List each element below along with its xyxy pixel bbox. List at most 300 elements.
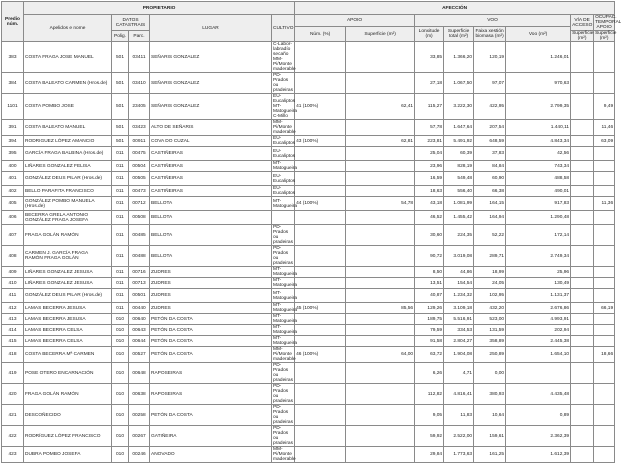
cell-via-acceso [571, 347, 594, 363]
cell-via-acceso [571, 447, 594, 463]
cell-apoio-num: 44 (100%) [295, 197, 346, 211]
cell-apoio-num [295, 73, 346, 94]
cell-cultivo: MT-Matogueira [273, 267, 297, 277]
cell-via-acceso [571, 94, 594, 120]
cell-faixa: 207,54 [474, 120, 506, 136]
cell-superficie-total: 154,54 [444, 278, 474, 289]
cell-ocupac [594, 278, 615, 289]
cell-cultivo: EU-Eucaliptos [273, 148, 296, 159]
cell-apoio-superficie [346, 73, 415, 94]
cell-voo: 743,34 [506, 161, 571, 172]
cell-faixa: 52,22 [474, 225, 506, 246]
cell-apoio-superficie: 64,00 [346, 347, 415, 363]
cell-apoio-superficie [346, 267, 415, 278]
cell-via-acceso [571, 405, 594, 426]
cell-cultivo: MM-Pi/Monte maderable [273, 347, 296, 362]
cell-via-acceso [571, 211, 594, 225]
cell-parc: 00505 [129, 172, 150, 186]
apoio-group-header: APOIO [295, 15, 415, 27]
cell-nome: POSE OTERO ENCARNACIÓN [24, 363, 112, 384]
cell-faixa: 523,00 [474, 314, 506, 325]
cell-voo: 0,89 [506, 405, 571, 426]
cell-ocupac [594, 42, 615, 73]
cell-apoio-superficie [346, 172, 415, 186]
cell-polig: 011 [112, 278, 129, 289]
cell-lugar: ALTO DE SEÑARIS [150, 120, 272, 136]
cell-lugar: RAPOSEIRAS [150, 363, 272, 384]
cell-lonxitude: 30,60 [415, 225, 444, 246]
cell-apoio-num [295, 336, 346, 347]
cell-superficie-total: 1.647,64 [444, 120, 474, 136]
cell-lugar: RAPOSEIRAS [150, 384, 272, 405]
cell-via-acceso [571, 246, 594, 267]
cell-via-acceso [571, 136, 594, 147]
cell-ocupac [594, 447, 615, 463]
cell-via-acceso [571, 325, 594, 336]
col-ocupac-superficie: Superficie (m²) [595, 31, 617, 41]
cell-voo: 1.654,10 [506, 347, 571, 363]
cell-ocupac: 66,19 [594, 303, 615, 314]
cell-voo: 2.362,39 [506, 426, 571, 447]
cell-polig: 011 [112, 211, 129, 225]
cell-via-acceso [571, 147, 594, 161]
cell-cultivo: PD-Prados ou pradeiras [273, 246, 293, 266]
col-apoio-num: Núm. (%) [295, 27, 346, 42]
cell-polig: 010 [112, 325, 129, 336]
cell-cultivo: MT-Matogueira [273, 278, 297, 288]
cell-lugar: BELLOTA [150, 246, 272, 267]
cell-faixa: 164,94 [474, 211, 506, 225]
cell-superficie-total: 4,71 [444, 363, 474, 384]
cell-via-acceso [571, 172, 594, 186]
cell-cultivo: EU-Eucaliptos [273, 136, 296, 146]
col-datos-catastrais: DATOS CATASTRAIS [112, 15, 150, 31]
cell-apoio-num: 46 (100%) [295, 347, 346, 363]
cell-apoio-num [295, 289, 346, 303]
cell-voo: 917,83 [506, 197, 571, 211]
cell-apoio-num [295, 384, 346, 405]
cell-superficie-total: 2.804,27 [444, 336, 474, 347]
cell-via-acceso [571, 278, 594, 289]
cell-polig: 501 [112, 73, 129, 94]
cell-lugar: ANOVADO [150, 447, 272, 463]
cell-predio: 420 [2, 384, 24, 405]
cell-apoio-superficie [346, 363, 415, 384]
cell-voo: 488,58 [506, 172, 571, 186]
cell-predio: 395 [2, 147, 24, 161]
cell-apoio-superficie [346, 426, 415, 447]
cell-lonxitude: 91,58 [415, 336, 444, 347]
cell-nome: LIÑARES GONZALEZ JESUSA [24, 278, 112, 289]
cell-predio: 409 [2, 267, 24, 278]
propietario-group-header: PROPIETARIO [24, 2, 295, 15]
table-row [2, 278, 615, 289]
cell-apoio-num [295, 246, 346, 267]
cell-apoio-num [295, 172, 346, 186]
cell-apoio-superficie [346, 325, 415, 336]
table-row [2, 426, 615, 447]
cell-nome: COSTA BALEATO MANUEL [24, 120, 112, 136]
cell-lugar: PETÓN DA COSTA [150, 347, 272, 363]
cell-lonxitude: 115,27 [415, 94, 444, 120]
cell-lonxitude: 189,75 [415, 314, 444, 325]
cell-parc: 00485 [129, 225, 150, 246]
cell-polig: 011 [112, 172, 129, 186]
cell-lugar: ZUDRES [150, 303, 272, 314]
cell-superficie-total: 4.816,41 [444, 384, 474, 405]
cell-ocupac: 11,46 [594, 120, 615, 136]
cell-lugar: SEÑARIS GONZALEZ [150, 42, 272, 73]
cell-apoio-superficie [346, 225, 415, 246]
cell-nome: BELLO PARAFITA FRANCISCO [24, 186, 112, 197]
cell-lonxitude: 129,26 [415, 303, 444, 314]
cell-parc: 03410 [129, 73, 150, 94]
cell-lonxitude: 13,51 [415, 278, 444, 289]
cell-cultivo [272, 211, 295, 225]
cell-faixa: 120,19 [474, 42, 506, 73]
table-row [2, 172, 615, 186]
cell-polig: 501 [112, 120, 129, 136]
cell-polig: 011 [112, 289, 129, 303]
cell-nome: RODRÍGUEZ LÓPEZ FRANCISCO [24, 426, 112, 447]
cell-nome: GONZÁLEZ DEUS PILAR (Hros.de) [24, 289, 112, 303]
cell-lonxitude: 63,72 [415, 347, 444, 363]
cell-voo: 970,63 [506, 73, 571, 94]
cell-parc: 00644 [129, 336, 150, 347]
cell-voo: 490,01 [506, 186, 571, 197]
cell-via-acceso [571, 42, 594, 73]
cell-predio: 1101 [2, 94, 24, 120]
cell-predio: 422 [2, 426, 24, 447]
table-row [2, 225, 615, 246]
cell-ocupac: 63,09 [594, 136, 615, 147]
cell-polig: 010 [112, 447, 129, 463]
cell-parc: 03411 [129, 42, 150, 73]
cell-parc: 00527 [129, 347, 150, 363]
cell-parc: 00713 [129, 278, 150, 289]
cell-faixa: 37,83 [474, 147, 506, 161]
cell-ocupac [594, 363, 615, 384]
cell-polig: 010 [112, 363, 129, 384]
cell-lugar: PETÓN DA COSTA [150, 405, 272, 426]
cell-apoio-superficie: 62,41 [346, 94, 415, 120]
cell-apoio-superficie [346, 447, 415, 463]
cell-apoio-superficie [346, 246, 415, 267]
cell-voo: 172,14 [506, 225, 571, 246]
cell-voo: 42,56 [506, 147, 571, 161]
cell-predio: 391 [2, 120, 24, 136]
table-row [2, 147, 615, 161]
cell-parc: 00712 [129, 197, 150, 211]
cell-apoio-num [295, 42, 346, 73]
cell-polig: 011 [112, 225, 129, 246]
cell-lugar: CASTIÑEIRAS [150, 161, 272, 172]
cell-apoio-superficie [346, 384, 415, 405]
cell-apoio-superficie [346, 405, 415, 426]
cell-apoio-superficie [346, 314, 415, 325]
table-row [2, 336, 615, 347]
afeccion-group-header: AFECCIÓN [295, 2, 615, 15]
cell-superficie-total: 556,40 [444, 186, 474, 197]
cell-cultivo: MT-Matogueira [273, 161, 297, 171]
col-via-superficie: Superficie (m²) [572, 31, 594, 41]
cell-voo: 4.843,34 [506, 136, 571, 147]
cell-apoio-superficie [346, 289, 415, 303]
cell-predio: 412 [2, 303, 24, 314]
cell-cultivo: PD-Prados ou pradeiras [273, 73, 293, 93]
table-row [2, 447, 615, 463]
cell-faixa: 250,89 [474, 347, 506, 363]
cell-parc: 00475 [129, 147, 150, 161]
cell-nome: COSTA FRAGA JOSE MANUEL [24, 42, 112, 73]
cell-polig: 011 [112, 197, 129, 211]
cell-apoio-num [295, 426, 346, 447]
cell-voo: 25,96 [506, 267, 571, 278]
cell-superficie-total: 1.904,08 [444, 347, 474, 363]
cell-lonxitude: 59,92 [415, 426, 444, 447]
cell-ocupac [594, 73, 615, 94]
cell-nome: LIÑARES GONZALEZ FELISA [24, 161, 112, 172]
cell-ocupac [594, 289, 615, 303]
col-polig: Polig. [112, 31, 129, 42]
cell-polig: 010 [112, 426, 129, 447]
cell-faixa: 380,93 [474, 384, 506, 405]
cell-apoio-superficie: 85,56 [346, 303, 415, 314]
cell-via-acceso [571, 426, 594, 447]
cell-lonxitude: 8,50 [415, 267, 444, 278]
cell-apoio-num [295, 363, 346, 384]
cell-nome: LAMAS BECERRA CELSA [24, 336, 112, 347]
cell-parc: 00640 [129, 314, 150, 325]
cell-predio: 407 [2, 225, 24, 246]
col-apellidos: Apelidos e nome [24, 15, 112, 42]
cell-ocupac [594, 161, 615, 172]
cell-lugar: SEÑARIS GONZALEZ [150, 73, 272, 94]
table-row [2, 289, 615, 303]
cell-predio: 423 [2, 447, 24, 463]
cell-apoio-superficie [346, 42, 415, 73]
cell-superficie-total: 60,39 [444, 147, 474, 161]
col-superficie-total: Superficie total (m²) [444, 27, 474, 42]
cell-polig: 010 [112, 405, 129, 426]
table-row [2, 347, 615, 363]
cell-ocupac [594, 267, 615, 278]
cell-apoio-num [295, 225, 346, 246]
cell-nome: COSTA BECERRA Mª CARMEN [24, 347, 112, 363]
cell-lugar: BELLOTA [150, 197, 272, 211]
cell-lonxitude: 112,82 [415, 384, 444, 405]
cell-apoio-num [295, 186, 346, 197]
cell-superficie-total: 1.366,20 [444, 42, 474, 73]
cell-apoio-superficie [346, 211, 415, 225]
cell-lonxitude: 23,96 [415, 161, 444, 172]
cell-predio: 414 [2, 325, 24, 336]
col-cultivo: CULTIVO [272, 15, 295, 42]
cell-voo: 2.749,34 [506, 246, 571, 267]
cell-cultivo: MT-Matogueira [273, 198, 297, 209]
cell-faixa: 84,84 [474, 161, 506, 172]
table-row [2, 42, 615, 73]
cell-via-acceso [571, 161, 594, 172]
cell-via-acceso [571, 186, 594, 197]
cell-lonxitude: 18,63 [415, 186, 444, 197]
ocupac-header: OCUPAC. TEMPORAL APOIO [595, 15, 621, 30]
cell-ocupac [594, 211, 615, 225]
cell-voo: 1.612,39 [506, 447, 571, 463]
cell-cultivo: MM-Pi/Monte maderable [273, 447, 296, 462]
cell-polig: 011 [112, 186, 129, 197]
cell-cultivo: EU-Eucaliptos [273, 173, 296, 184]
table-header [2, 2, 621, 42]
cell-voo: 1.440,11 [506, 120, 571, 136]
cell-predio: 418 [2, 347, 24, 363]
cell-parc: 23405 [129, 94, 150, 120]
table-row [2, 73, 615, 94]
cell-cultivo: PD-Prados ou pradeiras [273, 405, 293, 425]
cell-nome: GONZÁLEZ DEUS PILAR (Hros.de) [24, 172, 112, 186]
cell-lonxitude: 223,81 [415, 136, 444, 147]
cell-nome: LIÑARES GONZALEZ JESUSA [24, 267, 112, 278]
cell-faixa: 60,90 [474, 172, 506, 186]
cell-ocupac [594, 225, 615, 246]
cell-ocupac [594, 384, 615, 405]
table-row [2, 405, 615, 426]
cell-cultivo: PD-Prados ou pradeiras [273, 384, 293, 404]
col-lonxitude: Lonxitude (m) [415, 27, 444, 42]
cell-predio: 408 [2, 246, 24, 267]
cell-apoio-num [295, 267, 346, 278]
cell-faixa: 164,15 [474, 197, 506, 211]
col-predio: Predio núm. [2, 2, 24, 42]
cell-apoio-num [295, 447, 346, 463]
cell-nome: FRAGA GOLÁN RAMÓN [24, 384, 112, 405]
cell-cultivo: PD-Prados ou pradeiras [273, 363, 293, 383]
table-row [2, 314, 615, 325]
cell-parc: 00504 [129, 161, 150, 172]
cell-ocupac [594, 314, 615, 325]
table-row [2, 94, 615, 120]
cell-predio: 419 [2, 363, 24, 384]
cell-lonxitude: 33,85 [415, 42, 444, 73]
cell-predio: 406 [2, 211, 24, 225]
cell-apoio-num [295, 161, 346, 172]
affected-parcels-document [1, 1, 621, 462]
cell-apoio-superficie [346, 161, 415, 172]
cell-voo: 2.799,35 [506, 94, 571, 120]
cell-polig: 501 [112, 42, 129, 73]
cell-lonxitude: 6,26 [415, 363, 444, 384]
cell-voo: 1.290,48 [506, 211, 571, 225]
cell-apoio-num [295, 325, 346, 336]
cell-lugar: ZUDRES [150, 278, 272, 289]
cell-faixa: 648,59 [474, 136, 506, 147]
cell-apoio-num [295, 405, 346, 426]
cell-polig: 011 [112, 147, 129, 161]
cell-via-acceso [571, 267, 594, 278]
cell-apoio-num: 41 (100%) [295, 94, 346, 120]
cell-ocupac: 18,66 [594, 347, 615, 363]
cell-superficie-total: 44,86 [444, 267, 474, 278]
cell-predio: 410 [2, 278, 24, 289]
cell-nome: LAMAS BECERRA JESUSA [24, 303, 112, 314]
cell-parc: 00643 [129, 325, 150, 336]
table-body [2, 42, 615, 463]
cell-lugar: COVA DO CUZAL [150, 136, 272, 147]
cell-parc: 00258 [129, 405, 150, 426]
cell-nome: LAMAS BECERRA JESUSA [24, 314, 112, 325]
cell-cultivo: EU-Eucaliptos MT-Matogueira C-Millo [273, 94, 297, 119]
cell-superficie-total: 2.522,00 [444, 426, 474, 447]
cell-faixa: 131,59 [474, 325, 506, 336]
cell-parc: 00473 [129, 186, 150, 197]
cell-superficie-total: 3.222,30 [444, 94, 474, 120]
cell-polig: 501 [112, 94, 129, 120]
cell-superficie-total: 1.455,42 [444, 211, 474, 225]
cell-superficie-total: 3.019,08 [444, 246, 474, 267]
cell-ocupac: 11,36 [594, 197, 615, 211]
cell-apoio-num: 45 (100%) [295, 303, 346, 314]
col-lugar: LUGAR [150, 15, 272, 42]
cell-parc: 00501 [129, 289, 150, 303]
cell-faixa: 66,38 [474, 186, 506, 197]
cell-via-acceso [571, 303, 594, 314]
cell-lugar: PETÓN DA COSTA [150, 336, 272, 347]
col-apoio-superficie: Superficie (m²) [346, 27, 415, 42]
cell-faixa: 0,00 [474, 363, 506, 384]
voo-group-header: VOO [415, 15, 571, 27]
cell-apoio-superficie [346, 186, 415, 197]
cell-apoio-superficie [346, 336, 415, 347]
table-row [2, 161, 615, 172]
cell-apoio-num [295, 314, 346, 325]
cell-nome: BECERRA GRELA ANTONIO GONZÁLEZ FRAGA JOSEFA [24, 211, 112, 225]
cell-cultivo: PD-Prados ou pradeiras [273, 225, 293, 245]
cell-faixa: 97,07 [474, 73, 506, 94]
table-row [2, 120, 615, 136]
cell-voo: 2.445,38 [506, 336, 571, 347]
cell-faixa: 161,25 [474, 447, 506, 463]
cell-parc: 00488 [129, 246, 150, 267]
cell-nome: GARCÍA FRAGA BALBINA (Hros.de) [24, 147, 112, 161]
cell-apoio-num [295, 120, 346, 136]
cell-cultivo: PD-Prados ou pradeiras [273, 426, 293, 446]
cell-via-acceso [571, 73, 594, 94]
cell-lugar: GATIÑEIRA [150, 426, 272, 447]
cell-cultivo: MT-Matogueira [273, 303, 297, 313]
cell-voo: 4.435,48 [506, 384, 571, 405]
cell-nome: CARMEN J. GARCÍA FRAGA RAMÓN FRAGA GOLÁN [24, 246, 112, 267]
cell-superficie-total: 11,83 [444, 405, 474, 426]
cell-predio: 415 [2, 336, 24, 347]
cell-ocupac [594, 172, 615, 186]
parcels-table [1, 1, 621, 463]
cell-faixa: 289,71 [474, 246, 506, 267]
cell-faixa: 358,89 [474, 336, 506, 347]
cell-superficie-total: 334,53 [444, 325, 474, 336]
cell-predio: 383 [2, 42, 24, 73]
cell-polig: 010 [112, 314, 129, 325]
cell-apoio-num [295, 211, 346, 225]
cell-polig: 010 [112, 347, 129, 363]
cell-superficie-total: 5.491,92 [444, 136, 474, 147]
cell-apoio-superficie [346, 147, 415, 161]
cell-ocupac: 9,49 [594, 94, 615, 120]
col-voo: Voo (m²) [506, 27, 571, 42]
cell-polig: 011 [112, 267, 129, 278]
cell-predio: 402 [2, 186, 24, 197]
cell-polig: 010 [112, 384, 129, 405]
cell-nome: COSTA BALEATO CARMEN (Hros.de) [24, 73, 112, 94]
